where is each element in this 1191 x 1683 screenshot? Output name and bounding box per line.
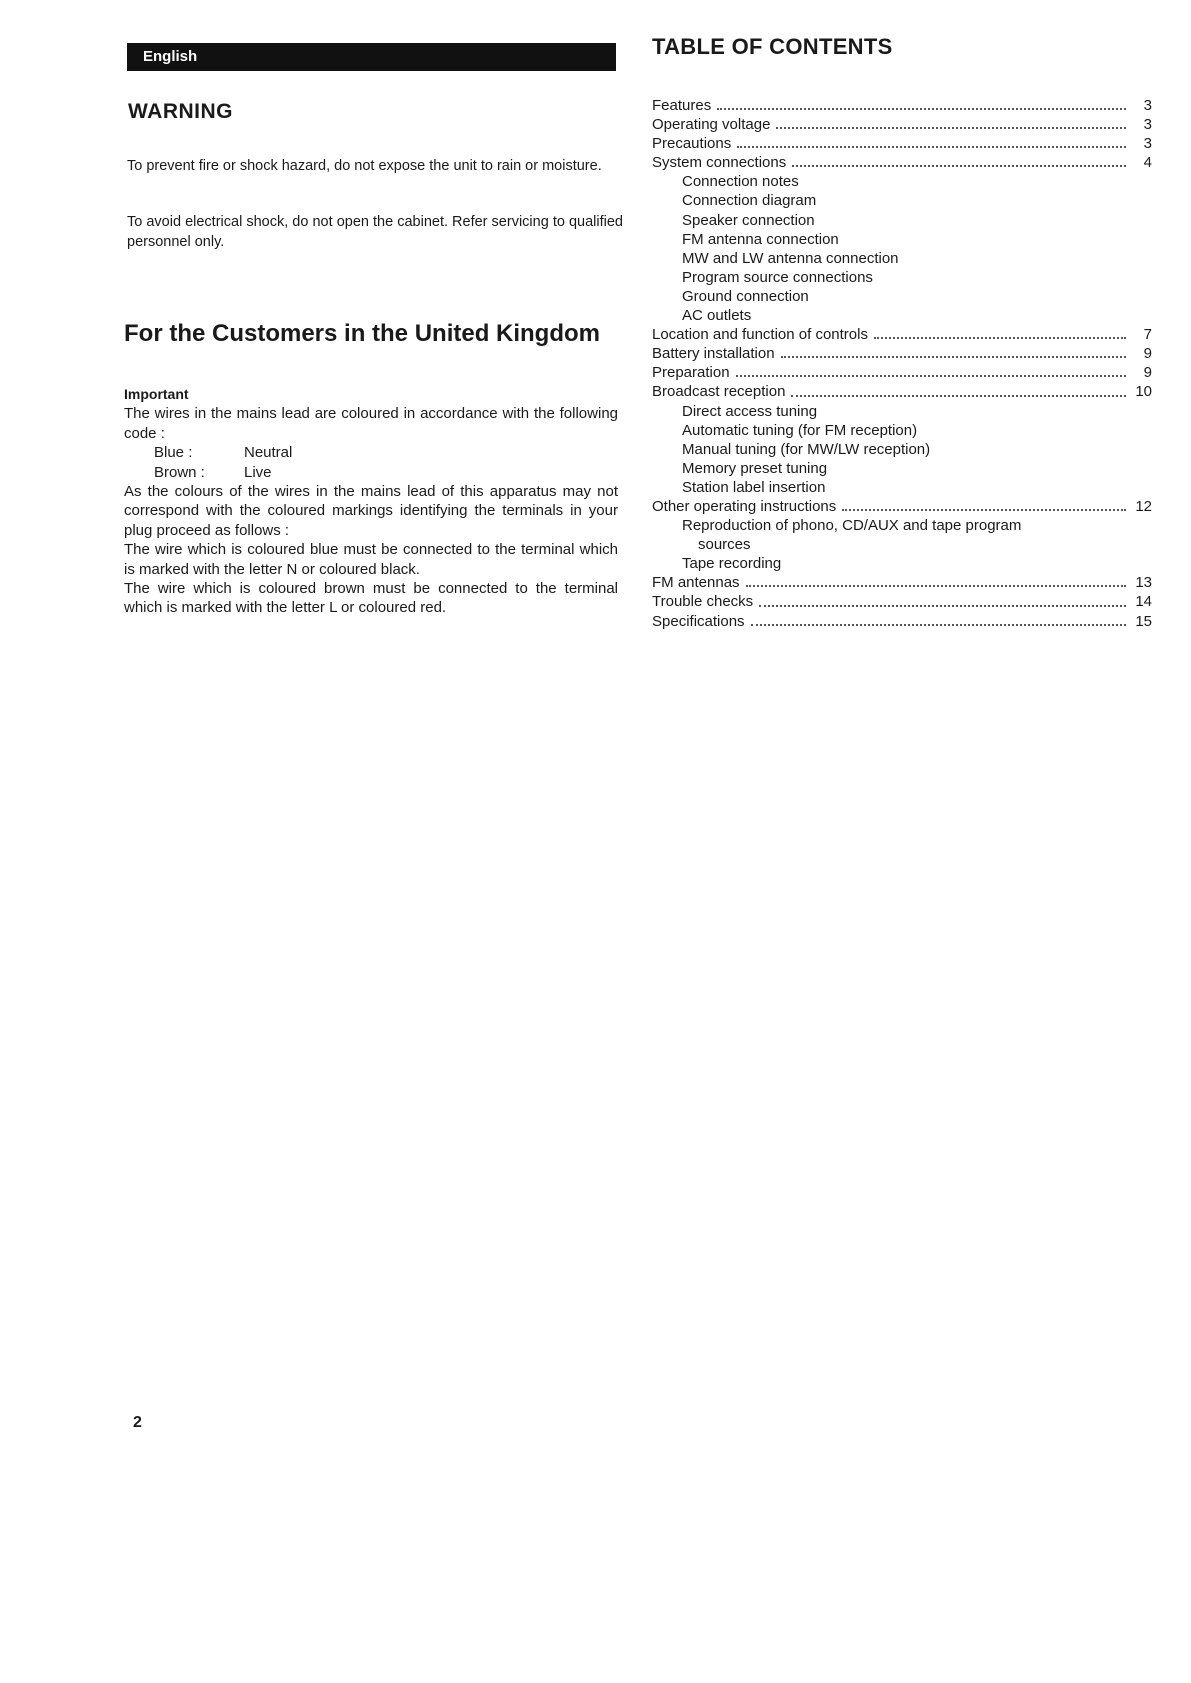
toc-subentry: MW and LW antenna connection xyxy=(682,249,899,267)
toc-entry-title: Operating voltage xyxy=(652,116,771,134)
language-label: English xyxy=(143,48,198,65)
page-number: 2 xyxy=(133,1414,142,1431)
toc-list xyxy=(652,96,1152,631)
toc-leader-dots xyxy=(736,375,1126,377)
wire-code-value: Live xyxy=(244,463,272,481)
toc-leader-dots xyxy=(717,108,1126,110)
toc-subentry: Tape recording xyxy=(682,555,782,573)
toc-subentry: Ground connection xyxy=(682,287,809,305)
toc-entry-page: 12 xyxy=(1135,497,1152,515)
toc-entry-page: 9 xyxy=(1143,364,1152,382)
warning-paragraph-1: To prevent fire or shock hazard, do not expose the unit to rain or moisture. xyxy=(127,158,602,174)
toc-entry xyxy=(652,382,1152,401)
toc-leader-dots xyxy=(746,585,1126,587)
toc-entry-title: Preparation xyxy=(652,364,730,382)
toc-entry-title: Features xyxy=(652,97,712,114)
toc-entry-title: Specifications xyxy=(652,612,745,630)
important-label: Important xyxy=(124,386,189,402)
toc-entry-title: Precautions xyxy=(652,135,732,153)
toc-entry-page: 3 xyxy=(1143,135,1152,153)
toc-entry xyxy=(652,612,1152,631)
toc-leader-dots xyxy=(737,146,1126,148)
toc-entry xyxy=(652,592,1152,611)
toc-entry-title: Battery installation xyxy=(652,345,775,363)
toc-subentry: Memory preset tuning xyxy=(682,459,828,477)
toc-subentry: Speaker connection xyxy=(682,211,815,229)
toc-entry-page: 4 xyxy=(1143,154,1152,172)
wire-code-row xyxy=(124,463,618,482)
uk-intro-text: The wires in the mains lead are coloured in accordance with the following code : xyxy=(124,405,618,442)
toc-leader-dots xyxy=(759,605,1126,607)
toc-entry xyxy=(652,153,1152,172)
toc-entry-title: Other operating instructions xyxy=(652,497,837,515)
toc-leader-dots xyxy=(781,356,1126,358)
toc-subentry: Connection notes xyxy=(682,173,799,191)
wire-code-row xyxy=(124,443,618,462)
toc-leader-dots xyxy=(791,395,1126,397)
uk-paragraph: The wire which is coloured blue must be connected to the terminal which is marked with the letter N or coloured black. xyxy=(124,541,618,578)
toc-entry xyxy=(652,96,1152,115)
uk-customers-heading: For the Customers in the United Kingdom xyxy=(124,320,601,347)
toc-subentry: Station label insertion xyxy=(682,478,826,496)
toc-leader-dots xyxy=(751,624,1126,626)
warning-heading: WARNING xyxy=(128,100,233,123)
toc-subentry: Direct access tuning xyxy=(682,402,818,420)
wire-code-value: Neutral xyxy=(244,444,293,462)
toc-leader-dots xyxy=(842,509,1126,511)
toc-leader-dots xyxy=(776,127,1126,129)
toc-leader-dots xyxy=(792,165,1126,167)
toc-subentry: Connection diagram xyxy=(682,192,817,210)
toc-entry xyxy=(652,363,1152,382)
toc-entry xyxy=(652,497,1152,516)
toc-entry xyxy=(652,325,1152,344)
toc-entry-page: 9 xyxy=(1143,345,1152,363)
toc-entry-page: 15 xyxy=(1135,612,1152,630)
toc-entry-page: 7 xyxy=(1143,326,1152,344)
toc-subentry: Automatic tuning (for FM reception) xyxy=(682,421,918,439)
toc-entry-page: 13 xyxy=(1135,574,1152,592)
uk-paragraph: The wire which is coloured brown must be connected to the terminal which is marked with the letter L or coloured red. xyxy=(124,580,618,617)
toc-entry xyxy=(652,115,1152,134)
warning-paragraph-2: To avoid electrical shock, do not open the cabinet. Refer servicing to qualified personnel only. xyxy=(127,214,623,250)
toc-subentry: FM antenna connection xyxy=(682,230,839,248)
toc-entry-page: 14 xyxy=(1135,593,1152,611)
toc-entry xyxy=(652,134,1152,153)
toc-subentry: AC outlets xyxy=(682,307,752,325)
toc-leader-dots xyxy=(874,337,1126,339)
toc-subentry: Manual tuning (for MW/LW reception) xyxy=(682,440,931,458)
toc-subentry: Reproduction of phono, CD/AUX and tape program xyxy=(682,517,1022,535)
toc-entry xyxy=(652,573,1152,592)
toc-subentry: sources xyxy=(698,536,751,554)
toc-entry-title: Location and function of controls xyxy=(652,326,868,344)
toc-entry-title: System connections xyxy=(652,154,787,172)
wire-code-key: Blue : xyxy=(154,444,193,462)
uk-customers-body xyxy=(124,385,618,618)
toc-entry-page: 3 xyxy=(1143,116,1152,134)
wire-code-key: Brown : xyxy=(154,463,205,481)
toc-entry xyxy=(652,344,1152,363)
toc-entry-title: Broadcast reception xyxy=(652,383,786,401)
toc-heading: TABLE OF CONTENTS xyxy=(652,34,893,59)
toc-subentry: Program source connections xyxy=(682,268,873,286)
toc-entry-title: FM antennas xyxy=(652,574,740,592)
toc-entry-page: 10 xyxy=(1135,383,1152,401)
toc-entry-title: Trouble checks xyxy=(652,593,754,611)
uk-paragraph: As the colours of the wires in the mains lead of this apparatus may not correspond with the coloured markings identifying the terminals in your plug proceed as follows : xyxy=(124,483,618,539)
language-bar xyxy=(127,43,616,71)
toc-entry-page: 3 xyxy=(1143,97,1152,114)
